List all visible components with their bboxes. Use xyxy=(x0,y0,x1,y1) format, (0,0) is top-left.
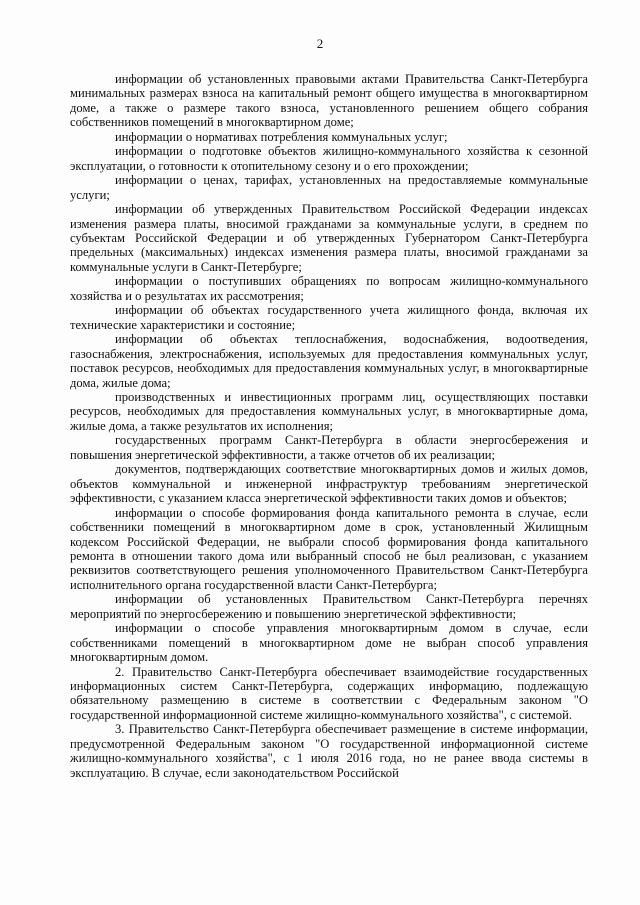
paragraph: информации об установленных правовыми актами Правительства Санкт-Петербурга минимальных размерах взноса на капитальный ремонт общего имущества в многоквартирном доме, а также о размере такого взноса, установленного решением общего собрания собственников помещений в многоквартирном доме; xyxy=(70,72,588,130)
paragraph: информации о ценах, тарифах, установленных на предоставляемые коммунальные услуги; xyxy=(70,173,588,202)
paragraph: 3. Правительство Санкт-Петербурга обеспечивает размещение в системе информации, предусмотренной Федеральным законом "О государственной информационной системе жилищно-коммунального хозяйства", с 1 июля 2016 года, но не ранее ввода системы в эксплуатацию. В случае, если законодательством Российской xyxy=(70,722,588,780)
paragraph: документов, подтверждающих соответствие многоквартирных домов и жилых домов, объектов коммунальной и инженерной инфраструктур требованиям энергетической эффективности, с указанием класса энергетической эффективности таких домов и объектов; xyxy=(70,462,588,506)
page-number: 2 xyxy=(316,36,324,51)
document-body xyxy=(70,72,588,780)
paragraph: информации об установленных Правительством Санкт-Петербурга перечнях мероприятий по энергосбережению и повышению энергетической эффективности; xyxy=(70,592,588,621)
paragraph: государственных программ Санкт-Петербурга в области энергосбережения и повышения энергетической эффективности, а также отчетов об их реализации; xyxy=(70,433,588,462)
paragraph: информации об объектах теплоснабжения, водоснабжения, водоотведения, газоснабжения, электроснабжения, используемых для предоставления коммунальных услуг, поставок ресурсов, необходимых для предоставления коммунальных услуг, в многоквартирные дома, жилые дома; xyxy=(70,332,588,390)
paragraph: информации о нормативах потребления коммунальных услуг; xyxy=(115,129,448,144)
paragraph: информации о подготовке объектов жилищно-коммунального хозяйства к сезонной эксплуатации, о готовности к отопительному сезону и о его прохождении; xyxy=(70,144,588,173)
paragraph: информации об объектах государственного учета жилищного фонда, включая их технические характеристики и состояние; xyxy=(70,303,588,332)
paragraph: информации о поступивших обращениях по вопросам жилищно-коммунального хозяйства и о результатах их рассмотрения; xyxy=(70,274,588,303)
paragraph: информации о способе управления многоквартирным домом в случае, если собственниками помещений в многоквартирном доме не выбран способ управления многоквартирным домом. xyxy=(70,621,588,665)
paragraph: производственных и инвестиционных программ лиц, осуществляющих поставки ресурсов, необходимых для предоставления коммунальных услуг, в многоквартирные дома, жилые дома, а также результатов их исполнения; xyxy=(70,389,588,433)
paragraph: информации о способе формирования фонда капитального ремонта в случае, если собственники помещений в многоквартирном доме в срок, установленный Жилищным кодексом Российской Федерации, не выбрали способ формирования фонда капитального ремонта в отношении такого дома или выбранный способ не был реализован, с указанием реквизитов соответствующего решения уполномоченного Правительством Санкт-Петербурга исполнительного органа государственной власти Санкт-Петербурга; xyxy=(70,505,588,592)
paragraph: информации об утвержденных Правительством Российской Федерации индексах изменения размера платы, вносимой гражданами за коммунальные услуги, в среднем по субъектам Российской Федерации и об утвержденных Губернатором Санкт-Петербурга предельных (максимальных) индексах изменения размера платы, вносимой гражданами за коммунальные услуги в Санкт-Петербурге; xyxy=(70,202,588,274)
paragraph: 2. Правительство Санкт-Петербурга обеспечивает взаимодействие государственных информационных систем Санкт-Петербурга, содержащих информацию, подлежащую обязательному размещению в системе в соответствии с Федеральным законом "О государственной информационной системе жилищно-коммунального хозяйства", с системой. xyxy=(70,664,588,722)
